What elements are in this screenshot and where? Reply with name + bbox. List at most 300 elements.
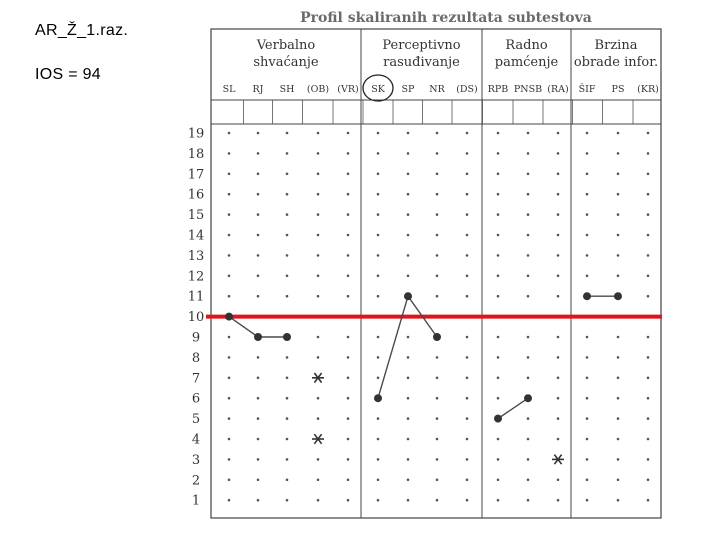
grid-dot [617, 377, 620, 380]
grid-dot [228, 417, 231, 420]
grid-dot [407, 152, 410, 155]
grid-dot [497, 152, 500, 155]
grid-dot [497, 438, 500, 441]
subtest-label: (VR) [337, 84, 359, 95]
grid-dot [557, 417, 560, 420]
chart-header [223, 38, 659, 101]
grid-dot [586, 275, 589, 278]
grid-dot [377, 479, 380, 482]
grid-dot [257, 295, 260, 298]
subtest-label: SP [401, 84, 415, 95]
grid-dot [586, 356, 589, 359]
grid-dot [377, 417, 380, 420]
grid-dot [228, 479, 231, 482]
subtest-label: NR [429, 84, 445, 95]
grid-dot [497, 336, 500, 339]
grid-dot [466, 356, 469, 359]
series-line [498, 398, 528, 418]
grid-dot [527, 152, 530, 155]
grid-dot [317, 356, 320, 359]
grid-dot [347, 479, 350, 482]
grid-dot [527, 438, 530, 441]
grid-dot [347, 458, 350, 461]
grid-dot [647, 356, 650, 359]
data-point [283, 333, 291, 341]
grid-dot [586, 417, 589, 420]
subtest-label: (KR) [637, 84, 659, 95]
grid-dot [647, 295, 650, 298]
grid-dot [466, 438, 469, 441]
chart-title: Profil skaliranih rezultata subtestova [300, 10, 592, 26]
grid-dot [317, 458, 320, 461]
y-axis-ticks [188, 127, 205, 509]
grid-dot [407, 336, 410, 339]
grid-dot [557, 132, 560, 135]
grid-dot [257, 458, 260, 461]
grid-dot [647, 417, 650, 420]
y-tick-label: 5 [191, 412, 201, 428]
grid-dot [407, 499, 410, 502]
data-point [583, 292, 591, 300]
grid-dot [557, 173, 560, 176]
grid-dot [586, 336, 589, 339]
subtest-label: PNSB [513, 84, 543, 95]
grid-dot [317, 173, 320, 176]
grid-dot [586, 377, 589, 380]
grid-dot [347, 397, 350, 400]
grid-dot [466, 173, 469, 176]
grid-dot [586, 438, 589, 441]
grid-dot [647, 173, 650, 176]
grid-dot [377, 152, 380, 155]
grid-dot [228, 336, 231, 339]
grid-dot [466, 397, 469, 400]
grid-dot [527, 132, 530, 135]
grid-dot [317, 397, 320, 400]
grid-dot [377, 356, 380, 359]
grid-dot [228, 438, 231, 441]
grid-dot [377, 458, 380, 461]
grid-dot [466, 213, 469, 216]
subtest-label: SL [222, 84, 236, 95]
grid-dot [228, 295, 231, 298]
grid-dot [436, 458, 439, 461]
grid-dot [647, 132, 650, 135]
grid-dot [286, 417, 289, 420]
grid-dot [617, 275, 620, 278]
grid-dot [257, 499, 260, 502]
grid-dot [497, 377, 500, 380]
y-tick-label: 6 [191, 391, 201, 407]
grid-dot [557, 213, 560, 216]
group-label: Perceptivno [382, 38, 461, 53]
grid-dot [407, 275, 410, 278]
grid-dot [347, 234, 350, 237]
grid-dot [286, 213, 289, 216]
data-point [225, 313, 233, 321]
grid-dot [647, 275, 650, 278]
grid-dot [407, 173, 410, 176]
y-tick-label: 18 [187, 146, 205, 162]
grid-dot [377, 213, 380, 216]
grid-dot [377, 275, 380, 278]
grid-dot [557, 234, 560, 237]
grid-dot [436, 377, 439, 380]
grid-dot [286, 152, 289, 155]
grid-dot [347, 438, 350, 441]
grid-dot [557, 254, 560, 257]
grid-dot [436, 173, 439, 176]
grid-dot [228, 234, 231, 237]
grid-dot [497, 132, 500, 135]
grid-dot [436, 152, 439, 155]
asterisk-mark [312, 373, 324, 383]
grid-dot [436, 234, 439, 237]
grid-dot [497, 275, 500, 278]
grid-dot [436, 193, 439, 196]
y-tick-label: 10 [187, 310, 205, 326]
grid-dot [257, 213, 260, 216]
grid-dot [228, 193, 231, 196]
grid-dot [286, 499, 289, 502]
grid-dot [347, 295, 350, 298]
grid-dot [228, 397, 231, 400]
group-label: shvaćanje [253, 55, 319, 70]
grid-dot [466, 234, 469, 237]
grid-dot [407, 458, 410, 461]
y-tick-label: 8 [191, 350, 201, 366]
grid-dot [407, 438, 410, 441]
subtest-label: SK [371, 84, 385, 95]
grid-dot [317, 479, 320, 482]
grid-dot [347, 275, 350, 278]
grid-dot [647, 152, 650, 155]
grid-dot [466, 152, 469, 155]
grid-dot [377, 499, 380, 502]
subtest-label: RJ [252, 84, 264, 95]
grid-dot [347, 193, 350, 196]
grid-dot [377, 295, 380, 298]
grid-dot [466, 417, 469, 420]
grid-dot [497, 397, 500, 400]
grid-dot [466, 295, 469, 298]
grid-dot [347, 356, 350, 359]
y-tick-label: 19 [187, 126, 205, 142]
data-point [404, 292, 412, 300]
grid-dot [407, 397, 410, 400]
asterisk-mark [552, 455, 564, 465]
grid-dot [466, 499, 469, 502]
grid-dot [586, 213, 589, 216]
grid-dot [527, 173, 530, 176]
series-layer [225, 292, 622, 422]
grid-dot [228, 173, 231, 176]
grid-dot [286, 173, 289, 176]
grid-dot [436, 295, 439, 298]
grid-dot [377, 336, 380, 339]
grid-dot [466, 254, 469, 257]
grid-dot [407, 193, 410, 196]
group-label: Verbalno [256, 38, 316, 53]
grid-dot [286, 438, 289, 441]
subtest-label: ŠIF [578, 84, 596, 95]
grid-dot [347, 213, 350, 216]
grid-dot [527, 295, 530, 298]
grid-dot [377, 377, 380, 380]
grid-dot [647, 254, 650, 257]
subtest-label: RPB [487, 84, 509, 95]
grid-dot [286, 377, 289, 380]
grid-dot [647, 213, 650, 216]
grid-dot [317, 152, 320, 155]
grid-dot [586, 458, 589, 461]
grid-dot [436, 438, 439, 441]
grid-dot [527, 377, 530, 380]
y-tick-label: 14 [187, 228, 205, 244]
grid-dot [586, 479, 589, 482]
chart-grid [211, 29, 661, 518]
grid-dot [228, 152, 231, 155]
grid-dot [466, 132, 469, 135]
slide-title: AR_Ž_1.raz. [35, 22, 129, 39]
grid-dot [436, 132, 439, 135]
grid-dot [257, 479, 260, 482]
chart-frame [211, 29, 661, 518]
grid-dot [286, 234, 289, 237]
grid-dot [257, 356, 260, 359]
grid-dot [586, 397, 589, 400]
grid-dot [647, 336, 650, 339]
grid-dot [317, 234, 320, 237]
grid-dot [407, 417, 410, 420]
grid-dot [586, 234, 589, 237]
grid-dot [557, 275, 560, 278]
grid-dot [497, 234, 500, 237]
y-tick-label: 11 [187, 289, 205, 305]
grid-dot [617, 499, 620, 502]
grid-dot [466, 336, 469, 339]
grid-dot [228, 356, 231, 359]
grid-dot [377, 234, 380, 237]
grid-dot [317, 193, 320, 196]
grid-dot [257, 254, 260, 257]
grid-dot [317, 275, 320, 278]
grid-dot [557, 356, 560, 359]
grid-dot [257, 377, 260, 380]
y-tick-label: 16 [187, 187, 205, 203]
grid-dot [436, 479, 439, 482]
grid-dot [257, 173, 260, 176]
grid-dot [407, 213, 410, 216]
grid-dot [407, 479, 410, 482]
grid-dot [286, 458, 289, 461]
grid-dot [436, 254, 439, 257]
group-label: pamćenje [494, 55, 559, 70]
y-tick-label: 2 [191, 473, 201, 489]
grid-dot [527, 234, 530, 237]
grid-dot [436, 213, 439, 216]
grid-dot [347, 417, 350, 420]
grid-dot [466, 377, 469, 380]
data-point [524, 394, 532, 402]
grid-dot [497, 173, 500, 176]
subtest-label: PS [611, 84, 625, 95]
grid-dot [557, 479, 560, 482]
grid-dot [557, 193, 560, 196]
data-point [374, 394, 382, 402]
grid-dot [228, 377, 231, 380]
grid-dot [617, 254, 620, 257]
grid-dot [497, 254, 500, 257]
y-tick-label: 4 [191, 432, 201, 448]
grid-dot [557, 295, 560, 298]
grid-dot [436, 499, 439, 502]
grid-dot [617, 336, 620, 339]
grid-dot [527, 254, 530, 257]
grid-dot [617, 438, 620, 441]
grid-dot [497, 458, 500, 461]
grid-dot [557, 397, 560, 400]
grid-dot [527, 458, 530, 461]
grid-dot [347, 254, 350, 257]
grid-dot [257, 417, 260, 420]
y-tick-label: 15 [187, 208, 205, 224]
grid-dot [586, 499, 589, 502]
grid-dot [617, 417, 620, 420]
asterisk-mark [312, 434, 324, 444]
grid-dot [347, 336, 350, 339]
grid-dot [228, 213, 231, 216]
grid-dot [436, 275, 439, 278]
grid-dot [617, 173, 620, 176]
grid-dot [286, 275, 289, 278]
y-tick-label: 17 [187, 167, 205, 183]
grid-dot [257, 193, 260, 196]
grid-dot [466, 479, 469, 482]
grid-dot [527, 499, 530, 502]
grid-dot [557, 336, 560, 339]
grid-dot [407, 356, 410, 359]
grid-dot [527, 479, 530, 482]
grid-dot [317, 295, 320, 298]
y-tick-label: 7 [191, 371, 201, 387]
grid-dot [347, 132, 350, 135]
grid-dot [617, 193, 620, 196]
grid-dot [407, 254, 410, 257]
grid-dot [497, 356, 500, 359]
grid-dot [436, 417, 439, 420]
grid-dot [257, 132, 260, 135]
grid-dot [377, 254, 380, 257]
grid-dot [257, 275, 260, 278]
subtest-label: (RA) [547, 84, 569, 95]
grid-dot [466, 193, 469, 196]
grid-dot [407, 377, 410, 380]
grid-dot [617, 356, 620, 359]
grid-dot [257, 152, 260, 155]
data-point [494, 415, 502, 423]
grid-dot [617, 234, 620, 237]
subtest-label: (OB) [306, 84, 330, 95]
grid-dot [586, 254, 589, 257]
grid-dot [286, 295, 289, 298]
grid-dot [257, 438, 260, 441]
grid-dot [617, 213, 620, 216]
grid-dot [317, 254, 320, 257]
y-tick-label: 3 [191, 452, 201, 468]
grid-dot [647, 377, 650, 380]
grid-dot [286, 479, 289, 482]
grid-dot [436, 397, 439, 400]
grid-dot [317, 499, 320, 502]
grid-dot [436, 356, 439, 359]
grid-dot [377, 193, 380, 196]
grid-dot [527, 356, 530, 359]
series-line [378, 296, 437, 398]
grid-dot [466, 458, 469, 461]
grid-dot [317, 336, 320, 339]
grid-dot [228, 458, 231, 461]
grid-dot [407, 132, 410, 135]
grid-dot [557, 438, 560, 441]
grid-dot [228, 132, 231, 135]
grid-dot [497, 213, 500, 216]
grid-dot [647, 397, 650, 400]
grid-dot [257, 397, 260, 400]
group-label: Brzina [594, 38, 638, 53]
grid-dot [407, 234, 410, 237]
grid-dot [647, 234, 650, 237]
grid-dot [228, 499, 231, 502]
grid-dot [617, 132, 620, 135]
grid-dot [497, 499, 500, 502]
grid-dot [617, 479, 620, 482]
grid-dot [647, 499, 650, 502]
grid-dot [286, 132, 289, 135]
grid-dot [347, 173, 350, 176]
grid-dot [228, 275, 231, 278]
grid-dot [347, 377, 350, 380]
grid-dot [317, 417, 320, 420]
grid-dot [347, 152, 350, 155]
grid-dot [497, 193, 500, 196]
grid-dot [527, 213, 530, 216]
y-tick-label: 13 [187, 248, 205, 264]
grid-dot [586, 173, 589, 176]
grid-dot [257, 234, 260, 237]
grid-dot [617, 152, 620, 155]
grid-dot [557, 152, 560, 155]
grid-dot [586, 152, 589, 155]
y-tick-label: 12 [187, 269, 205, 285]
grid-dot [617, 458, 620, 461]
grid-dot [557, 499, 560, 502]
grid-dot [466, 275, 469, 278]
group-label: obrade infor. [573, 55, 659, 70]
data-point [433, 333, 441, 341]
data-point [254, 333, 262, 341]
data-point [614, 292, 622, 300]
grid-dot [647, 458, 650, 461]
grid-dot [317, 213, 320, 216]
grid-dot [586, 193, 589, 196]
grid-dot [497, 479, 500, 482]
grid-dot [228, 254, 231, 257]
y-tick-label: 9 [191, 330, 201, 346]
grid-dot [527, 336, 530, 339]
grid-dot [377, 173, 380, 176]
grid-dot [647, 479, 650, 482]
